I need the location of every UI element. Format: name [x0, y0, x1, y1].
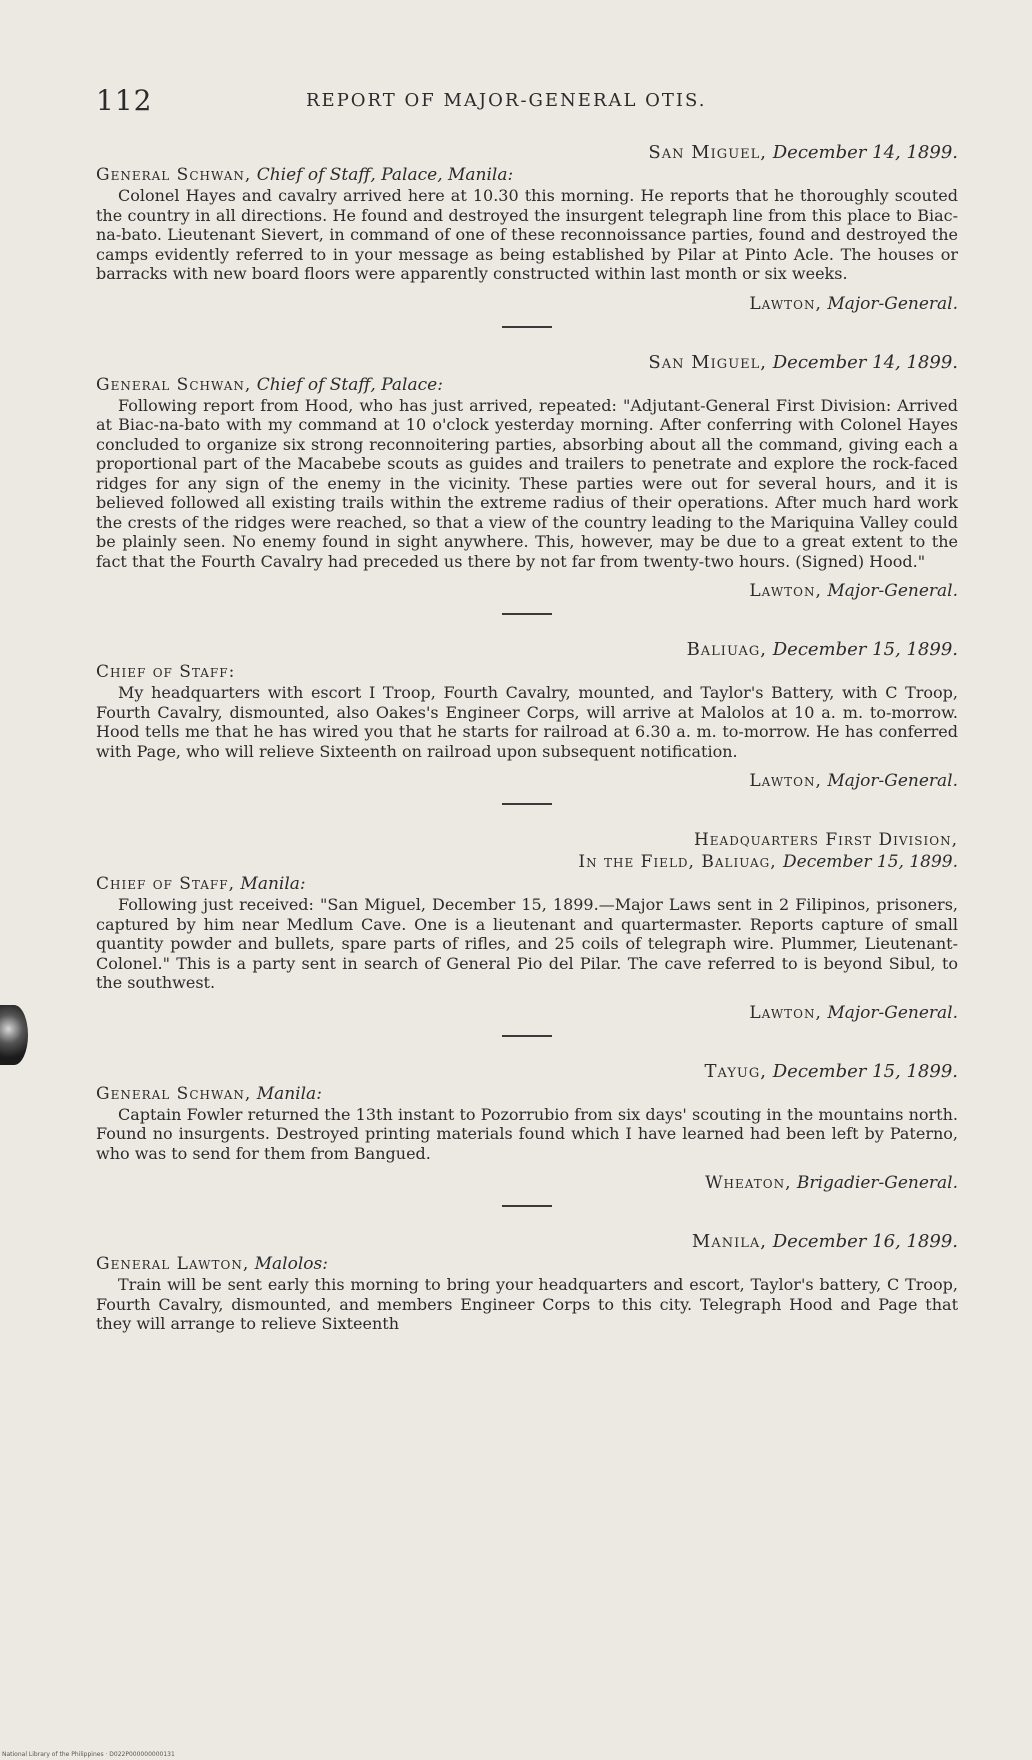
message-body: Following just received: "San Miguel, December 15, 1899.—Major Laws sent in 2 Filipinos, prisoners, captured by him near Medlum Cave. One is a lieutenant and quartermaster. Reports capture of small quantity powder and bullets, spare parts of rifles, and 25 coils of telegraph wire. Plummer, Lieutenant-Colonel." This is a party sent in search of General Pio del Pilar. The cave referred to is beyond Sibul, to the southwest.: [96, 895, 958, 992]
signature-name: Wheaton,: [705, 1173, 792, 1193]
dateline: [96, 352, 958, 374]
telegram-message: [96, 1231, 958, 1334]
signature: [96, 769, 958, 793]
message-body: My headquarters with escort I Troop, Fourth Cavalry, mounted, and Taylor's Battery, with C Troop, Fourth Cavalry, dismounted, also Oakes's Engineer Corps, will arrive at Malolos at 10 a. m. to-morrow. Hood tells me that he has wired you that he starts for railroad at 6.30 a. m. to-morrow. He has conferred with Page, who will relieve Sixteenth on railroad upon subsequent notification.: [96, 683, 958, 761]
addressee: [96, 661, 958, 683]
dateline-date: December 16, 1899.: [772, 1231, 958, 1252]
signature-name: Lawton,: [749, 771, 822, 791]
message-body: Following report from Hood, who has just arrived, repeated: "Adjutant-General First Division: Arrived at Biac-na-bato with my command at 10 o'clock yesterday morning. After conferring with Colonel Hayes concluded to organize six strong reconnoitering parties, absorbing about all the command, giving each a proportional part of the Macabebe scouts as guides and trailers to penetrate and explore the rock-faced ridges for any sign of the enemy in the vicinity. These parties were out for several hours, and it is believed followed all existing trails within the extreme radius of their operations. After much hard work the crests of the ridges were reached, so that a view of the country leading to the Mariquina Valley could be plainly seen. No enemy found in sight anywhere. This, however, may be due to a great extent to the fact that the Fourth Cavalry had preceded us there by not far from twenty-two hours. (Signed) Hood.": [96, 395, 958, 571]
page-content: [96, 142, 958, 1334]
telegram-message: [96, 1061, 958, 1196]
dateline: [96, 1061, 958, 1083]
dateline-date: December 15, 1899.: [783, 852, 958, 872]
signature-rank: Major-General.: [827, 771, 958, 791]
dateline-place: Tayug,: [704, 1060, 767, 1082]
section-divider: [502, 803, 552, 805]
message-body: Captain Fowler returned the 13th instant to Pozorrubio from six days' scouting in the mountains north. Found no insurgents. Destroyed printing materials found which I have learned had been left by Paterno, who was to send for them from Bangued.: [96, 1104, 958, 1163]
section-divider: [502, 1205, 552, 1207]
dateline-date: December 15, 1899.: [772, 1060, 958, 1082]
signature-rank: Brigadier-General.: [796, 1173, 958, 1193]
page-header: [96, 84, 936, 118]
section-divider: [502, 613, 552, 615]
addressee: [96, 1253, 958, 1275]
signature: [96, 579, 958, 603]
dateline-place: Baliuag,: [686, 639, 767, 660]
field-dateline: [96, 851, 958, 873]
dateline-date: December 14, 1899.: [772, 142, 958, 163]
signature-name: Lawton,: [749, 293, 822, 314]
addressee: [96, 164, 958, 186]
dateline-place: San Miguel,: [648, 142, 767, 163]
addressee-name: General Schwan,: [96, 165, 252, 185]
dateline-date: December 14, 1899.: [772, 351, 958, 373]
page-edge-blot: [0, 1005, 28, 1065]
addressee-name: Chief of Staff:: [96, 662, 236, 682]
message-body: Train will be sent early this morning to bring your headquarters and escort, Taylor's battery, C Troop, Fourth Cavalry, dismounted, and members Engineer Corps to this city. Telegraph Hood and Page that they will arrange to relieve Sixteenth: [96, 1275, 958, 1333]
addressee-role: Chief of Staff, Palace:: [256, 374, 443, 395]
dateline: [96, 639, 958, 661]
dateline-place: Manila,: [691, 1231, 767, 1252]
message-body: Colonel Hayes and cavalry arrived here at 10.30 this morning. He reports that he thoroughly scouted the country in all directions. He found and destroyed the insurgent telegraph line from this place to Biac-na-bato. Lieutenant Sievert, in command of one of these reconnoissance parties, found and destroyed the camps evidently referred to in your message as being established by Pilar at Pinto Acle. The houses or barracks with new board floors were apparently constructed within last month or six weeks.: [96, 186, 958, 283]
section-divider: [502, 1035, 552, 1037]
dateline: [96, 142, 958, 164]
field-location: In the Field, Baliuag,: [578, 852, 777, 872]
dateline-date: December 15, 1899.: [772, 639, 958, 660]
signature-rank: Major-General.: [827, 1002, 958, 1023]
addressee: [96, 1083, 958, 1105]
section-divider: [502, 326, 552, 328]
telegram-message: [96, 352, 958, 604]
addressee-name: General Schwan,: [96, 1083, 252, 1104]
library-credit: National Library of the Philippines · D022P000000000131: [2, 1751, 175, 1758]
signature-name: Lawton,: [749, 581, 822, 601]
addressee-role: Manila:: [240, 874, 306, 894]
addressee-name: General Lawton,: [96, 1254, 250, 1274]
running-head: REPORT OF MAJOR-GENERAL OTIS.: [306, 90, 707, 111]
page-number: 112: [96, 84, 153, 117]
signature: [96, 1001, 958, 1025]
addressee: [96, 374, 958, 396]
telegram-message: [96, 142, 958, 316]
signature-rank: Major-General.: [827, 293, 958, 314]
addressee-role: Malolos:: [254, 1254, 328, 1274]
addressee: [96, 873, 958, 895]
telegram-message: [96, 639, 958, 793]
telegram-message: [96, 829, 958, 1025]
addressee-role: Chief of Staff, Palace, Manila:: [256, 165, 514, 185]
addressee-name: Chief of Staff,: [96, 874, 235, 894]
headquarters-line: Headquarters First Division,: [693, 830, 958, 850]
signature-rank: Major-General.: [827, 581, 958, 601]
signature: [96, 1171, 958, 1195]
addressee-role: Manila:: [256, 1083, 322, 1104]
signature: [96, 292, 958, 316]
addressee-name: General Schwan,: [96, 374, 252, 395]
dateline: [96, 1231, 958, 1253]
signature-name: Lawton,: [749, 1002, 822, 1023]
dateline-place: San Miguel,: [648, 351, 767, 373]
